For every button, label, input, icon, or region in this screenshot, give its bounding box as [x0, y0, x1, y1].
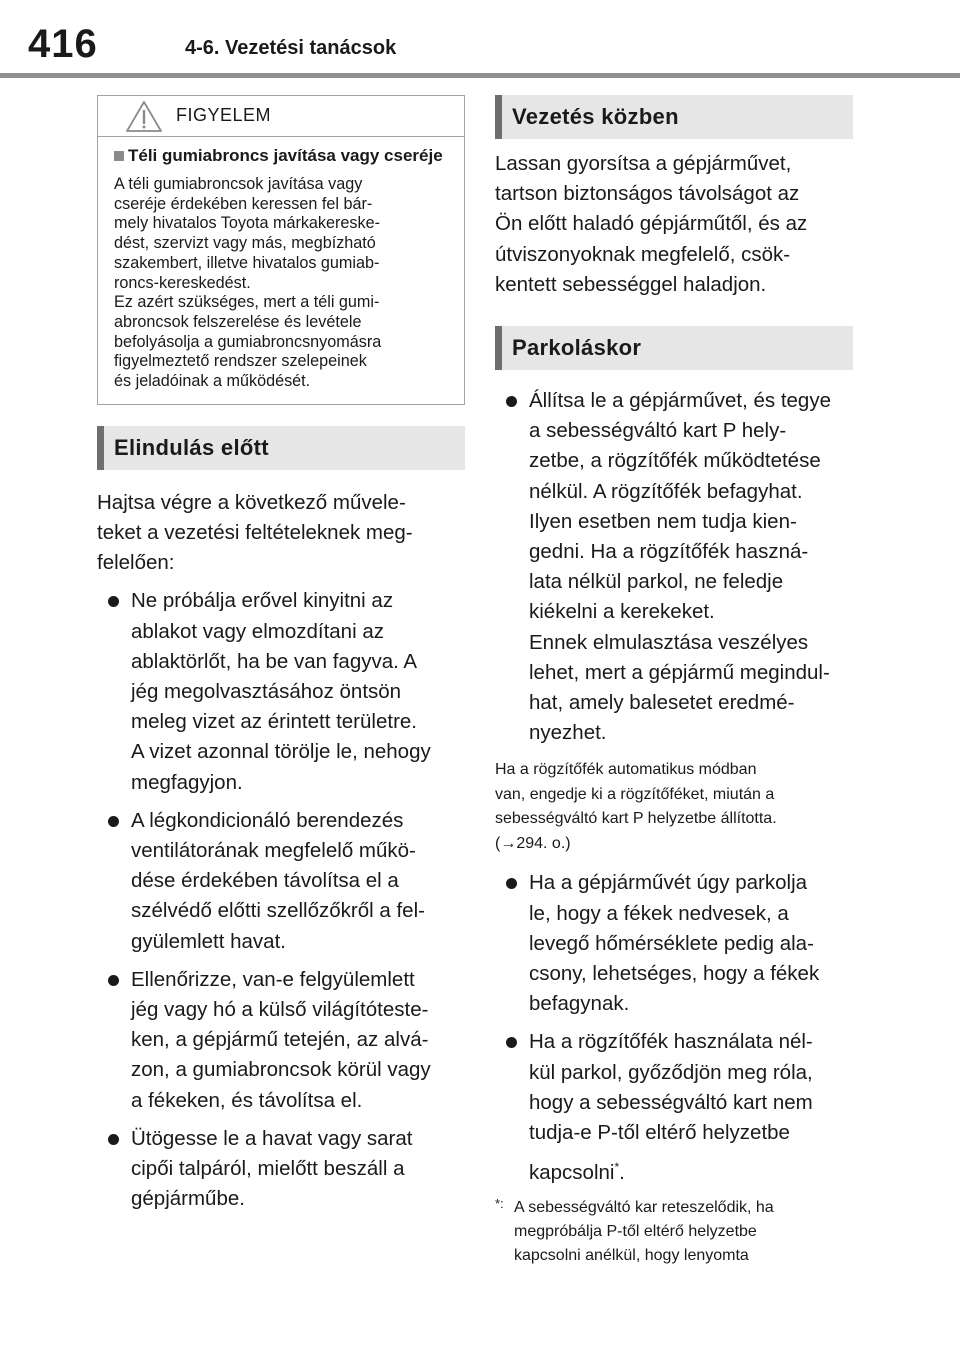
heading-accent-bar [495, 95, 502, 139]
text-line: kül parkol, győződjön meg róla, [529, 1060, 813, 1084]
text-line: A sebességváltó kar reteszelődik, ha [514, 1199, 774, 1217]
page-number: 416 [28, 22, 98, 66]
bullet-dot-icon [506, 396, 517, 407]
text-line: A légkondicionáló berendezés [131, 808, 404, 832]
warning-line: A téli gumiabroncsok javítása vagy [114, 175, 363, 193]
heading-parking-text: Parkoláskor [512, 335, 642, 361]
warning-subheading-text: Téli gumiabroncs javítása vagy cseréje [128, 146, 443, 165]
warning-line: roncs-kereskedést. [114, 273, 251, 292]
text-line: Ha a rögzítőfék automatikus módban [495, 761, 757, 779]
bullet-dot-icon [108, 596, 119, 607]
text-line: Állítsa le a gépjárművet, és tegye [529, 389, 831, 413]
bullet-item [495, 1027, 853, 1188]
heading-parking [495, 326, 853, 370]
text-line: ablakot vagy elmozdítani az [131, 619, 384, 643]
heading-before-start-text: Elindulás előtt [114, 434, 269, 460]
warning-line: befolyásolja a gumiabroncsnyomásra [114, 332, 382, 351]
text-line: nyezhet. [529, 721, 607, 745]
intro-paragraph [97, 488, 465, 579]
warning-line: szakembert, illetve hivatalos gumiab- [114, 253, 380, 272]
text-line: Ne próbálja erővel kinyitni az [131, 589, 394, 613]
bullet-item [97, 1124, 465, 1215]
text-line: Ha a gépjárművét úgy parkolja [529, 871, 808, 895]
text-line: teket a vezetési feltételeknek meg- [97, 520, 413, 544]
text-line: van, engedje ki a rögzítőféket, miután a [495, 785, 775, 803]
text-line: lehet, mert a gépjármű megindul- [529, 660, 830, 684]
text-line: megpróbálja P-től eltérő helyzetbe [514, 1223, 757, 1241]
text-line: levegő hőmérséklete pedig ala- [529, 931, 814, 955]
text-line: kiékelni a kerekeket. [529, 600, 715, 624]
warning-subheading [114, 145, 452, 166]
heading-before-start [97, 426, 465, 470]
bullet-item [97, 806, 465, 957]
text-line: Lassan gyorsítsa a gépjárművet, [495, 152, 792, 175]
text-line: tudja-e P-től eltérő helyzetbe [529, 1121, 790, 1145]
parking-note [495, 758, 853, 856]
text-line: A vizet azonnal törölje le, nehogy [131, 740, 431, 764]
warning-body [98, 137, 464, 404]
text-fragment: . [619, 1161, 625, 1185]
text-line: Ön előtt haladó gépjárműtől, és az [495, 212, 808, 236]
text-line: szélvédő előtti szellőzőkről a fel- [131, 899, 425, 923]
section-title: 4-6. Vezetési tanácsok [185, 37, 397, 59]
text-line: tartson biztonságos távolságot az [495, 182, 800, 206]
page-reference-link[interactable]: (→294. o.) [495, 834, 571, 852]
text-line: Ennek elmulasztása veszélyes [529, 630, 809, 654]
driving-paragraph [495, 149, 853, 300]
bullet-item [495, 386, 853, 748]
heading-accent-bar [97, 426, 104, 470]
text-line: megfagyjon. [131, 770, 243, 794]
text-line: nélkül. A rögzítőfék befagyhat. [529, 479, 803, 503]
text-line: dése érdekében távolítsa el a [131, 869, 399, 893]
right-column [495, 95, 853, 1268]
warning-line: figyelmeztető rendszer szelepeinek [114, 352, 367, 371]
text-line: zon, a gumiabroncsok körül vagy [131, 1058, 431, 1082]
header-rule [0, 73, 960, 78]
bullet-dot-icon [108, 1134, 119, 1145]
heading-accent-bar [495, 326, 502, 370]
text-line: zetbe, a rögzítőfék működtetése [529, 449, 821, 473]
warning-text [114, 175, 452, 392]
warning-line: cseréje érdekében keressen fel bár- [114, 194, 373, 213]
square-bullet-icon [114, 151, 124, 161]
text-line: jég megolvasztásához öntsön [131, 679, 402, 703]
text-line: kentett sebességgel haladjon. [495, 272, 767, 296]
text-line: lata nélkül parkol, ne feledje [529, 570, 784, 594]
heading-while-driving-text: Vezetés közben [512, 104, 679, 129]
bullet-dot-icon [108, 816, 119, 827]
text-line: gépjárműbe. [131, 1187, 245, 1211]
text-line: gyülemlett havat. [131, 929, 286, 953]
text-line: csony, lehetséges, hogy a fékek [529, 962, 820, 986]
text-line: Ha a rögzítőfék használata nél- [529, 1030, 813, 1054]
warning-box [97, 95, 465, 405]
warning-line: abroncsok felszerelése és levétele [114, 312, 362, 331]
text-line: a fékeken, és távolítsa el. [131, 1088, 363, 1112]
bullet-item [97, 586, 465, 797]
footnote-mark: *: [495, 1196, 504, 1212]
text-line: Ilyen esetben nem tudja kien- [529, 509, 797, 533]
left-column [97, 95, 465, 1214]
text-line: meleg vizet az érintett területre. [131, 710, 417, 734]
warning-title: FIGYELEM [176, 105, 272, 125]
text-line: a sebességváltó kart P hely- [529, 419, 787, 443]
bullet-item [495, 868, 853, 1019]
bullet-dot-icon [108, 975, 119, 986]
text-line: Hajtsa végre a következő művele- [97, 490, 406, 514]
text-line: ablaktörlőt, ha be van fagyva. A [131, 649, 418, 673]
text-line: sebességváltó kart P helyzetbe állította. [495, 810, 777, 828]
bullet-dot-icon [506, 1037, 517, 1048]
text-line: gedni. Ha a rögzítőfék haszná- [529, 540, 809, 564]
text-line: felelően: [97, 551, 175, 575]
warning-line: dést, szervizt vagy más, megbízható [114, 234, 376, 253]
text-line: kapcsolni anélkül, hogy lenyomta [514, 1247, 749, 1265]
footnote-marker: * [614, 1160, 620, 1175]
warning-line: és jeladóinak a működését. [114, 372, 311, 391]
warning-line: Ez azért szükséges, mert a téli gumi- [114, 293, 380, 312]
text-line: Ellenőrizze, van-e felgyülemlett [131, 967, 415, 991]
footnote [495, 1196, 853, 1268]
text-line: útviszonyoknak megfelelő, csök- [495, 242, 791, 266]
warning-triangle-icon [125, 100, 163, 133]
text-line: cipői talpáról, mielőtt beszáll a [131, 1157, 405, 1180]
warning-header [98, 96, 464, 137]
text-line: hat, amely balesetet eredmé- [529, 691, 795, 715]
heading-while-driving [495, 95, 853, 139]
text-line: jég vagy hó a külső világítóteste- [131, 997, 429, 1021]
bullet-item [97, 965, 465, 1116]
text-fragment: kapcsolni [529, 1161, 615, 1185]
text-line: hogy a sebességváltó kart nem [529, 1090, 813, 1114]
text-line: Ütögesse le a havat vagy sarat [131, 1126, 413, 1150]
bullet-dot-icon [506, 878, 517, 889]
text-line: ken, a gépjármű tetején, az alvá- [131, 1028, 429, 1052]
text-line: le, hogy a fékek nedvesek, a [529, 901, 789, 925]
warning-line: mely hivatalos Toyota márkakereske- [114, 214, 381, 233]
text-line: ventilátorának megfelelő műkö- [131, 838, 416, 862]
text-line: befagynak. [529, 992, 630, 1016]
text-line [529, 1152, 853, 1188]
